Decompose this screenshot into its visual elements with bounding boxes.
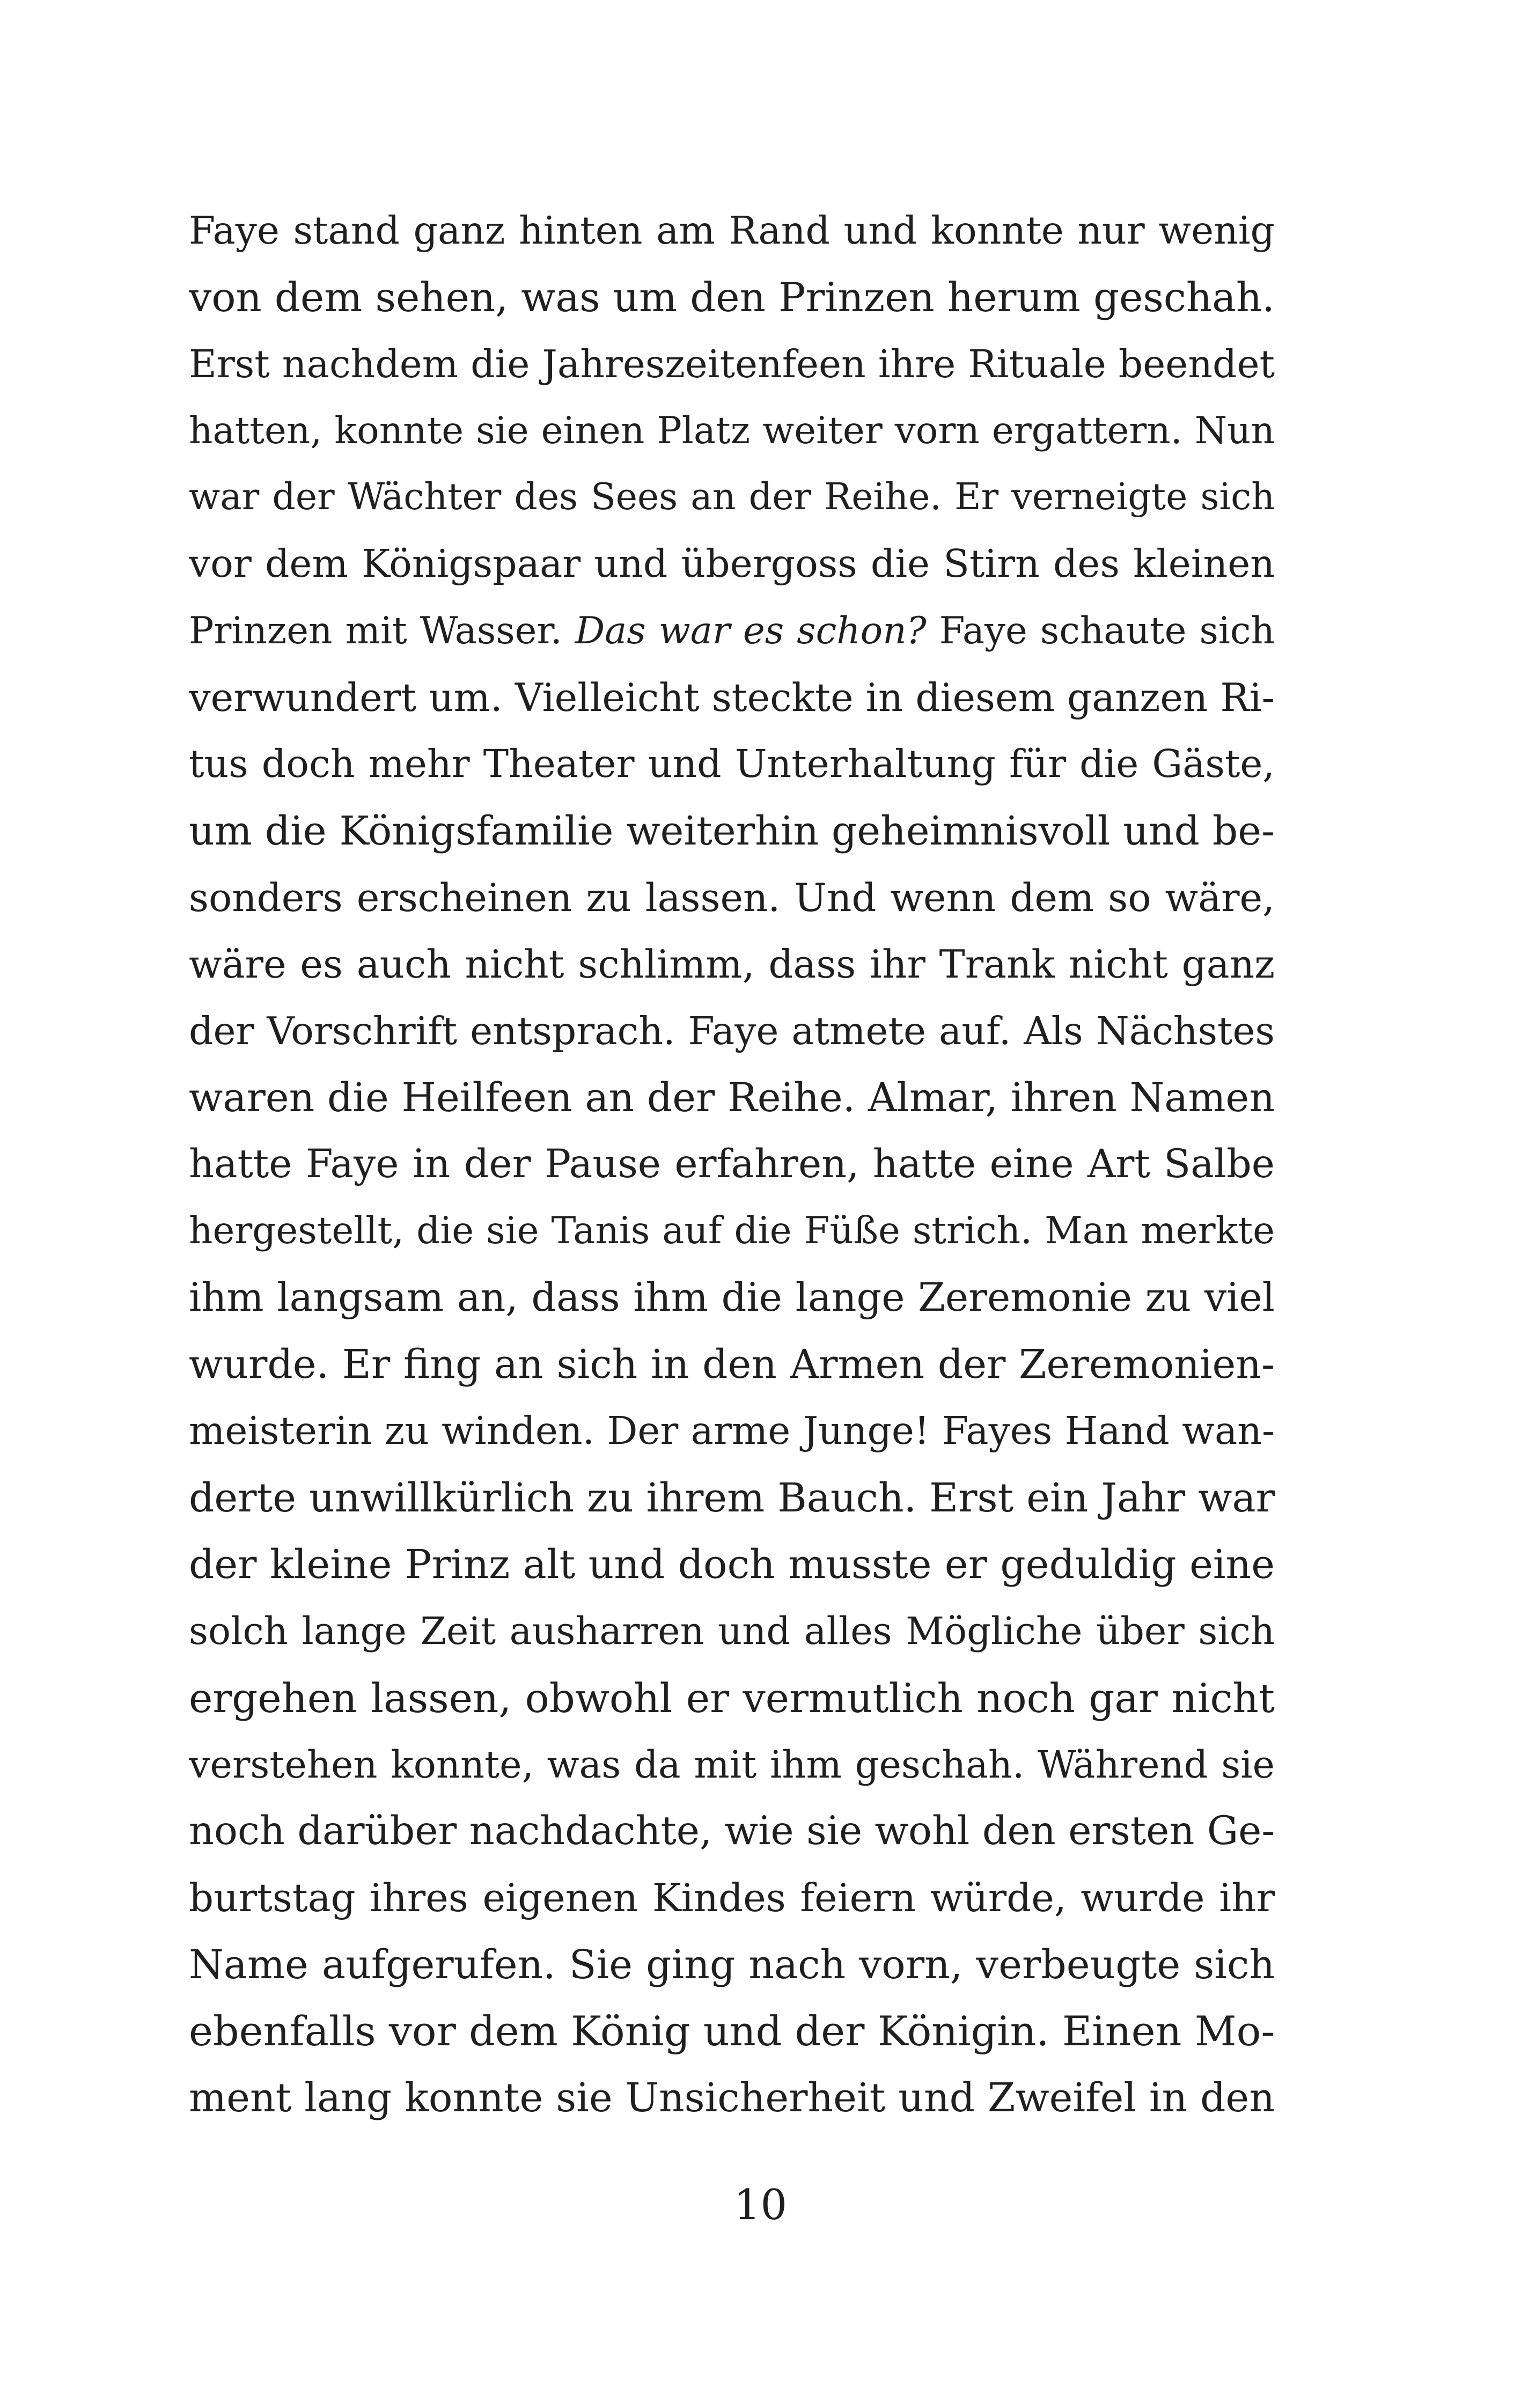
- text-line: ergehen lassen, obwohl er vermutlich noch gar nicht: [189, 1674, 1275, 1722]
- text-line: verstehen konnte, was da mit ihm geschah. Während sie: [189, 1742, 1275, 1787]
- text-line: von dem sehen, was um den Prinzen herum geschah.: [189, 274, 1275, 321]
- body-text: [189, 197, 1275, 2132]
- text-line: burtstag ihres eigenen Kindes feiern würde, wurde ihr: [189, 1875, 1275, 1921]
- text-line: der kleine Prinz alt und doch musste er geduldig eine: [189, 1541, 1275, 1588]
- text-line: der Vorschrift entsprach. Faye atmete auf. Als Nächstes: [189, 1008, 1275, 1053]
- text-line: war der Wächter des Sees an der Reihe. Er verneigte sich: [189, 476, 1275, 519]
- text-line: Erst nachdem die Jahreszeitenfeen ihre Rituale beendet: [189, 341, 1275, 386]
- text-line: tus doch mehr Theater und Unterhaltung für die Gäste,: [189, 742, 1275, 787]
- text-line: [189, 598, 1275, 664]
- text-line: sonders erscheinen zu lassen. Und wenn dem so wäre,: [189, 875, 1275, 920]
- text-line: ihm langsam an, dass ihm die lange Zeremonie zu viel: [189, 1274, 1275, 1320]
- text-line: solch lange Zeit ausharren und alles Mögliche über sich: [189, 1609, 1275, 1654]
- text-line: wäre es auch nicht schlimm, dass ihr Trank nicht ganz: [189, 942, 1275, 987]
- text-line: hergestellt, die sie Tanis auf die Füße strich. Man merkte: [189, 1209, 1275, 1253]
- text-line: derte unwillkürlich zu ihrem Bauch. Erst ein Jahr war: [189, 1474, 1275, 1521]
- text-line: um die Königsfamilie weiterhin geheimnisvoll und be-: [189, 807, 1275, 854]
- text-segment: Faye schaute sich: [926, 609, 1275, 652]
- text-line: ment lang konnte sie Unsicherheit und Zweifel in den: [189, 2075, 1275, 2121]
- text-line: waren die Heilfeen an der Reihe. Almar, ihren Namen: [189, 1074, 1275, 1121]
- text-line: meisterin zu winden. Der arme Junge! Fayes Hand wan-: [189, 1408, 1275, 1453]
- text-line: Faye stand ganz hinten am Rand und konnte nur wenig: [189, 208, 1275, 253]
- text-line: wurde. Er fing an sich in den Armen der Zeremonien-: [189, 1341, 1275, 1388]
- page-number: 10: [733, 2181, 788, 2229]
- text-line: ebenfalls vor dem König und der Königin. Einen Mo-: [189, 2007, 1275, 2055]
- text-line: verwundert um. Vielleicht steckte in diesem ganzen Ri-: [189, 675, 1275, 721]
- text-segment: Prinzen mit Wasser.: [189, 609, 575, 652]
- text-line: Name aufgerufen. Sie ging nach vorn, verbeugte sich: [189, 1941, 1275, 1988]
- text-line: vor dem Königspaar und übergoss die Stirn des kleinen: [189, 541, 1275, 586]
- text-line: hatte Faye in der Pause erfahren, hatte eine Art Salbe: [189, 1141, 1275, 1187]
- italic-text-segment: Das war es schon?: [575, 609, 927, 652]
- text-line: hatten, konnte sie einen Platz weiter vorn ergattern. Nun: [189, 409, 1275, 452]
- text-line: noch darüber nachdachte, wie sie wohl den ersten Ge-: [189, 1808, 1275, 1854]
